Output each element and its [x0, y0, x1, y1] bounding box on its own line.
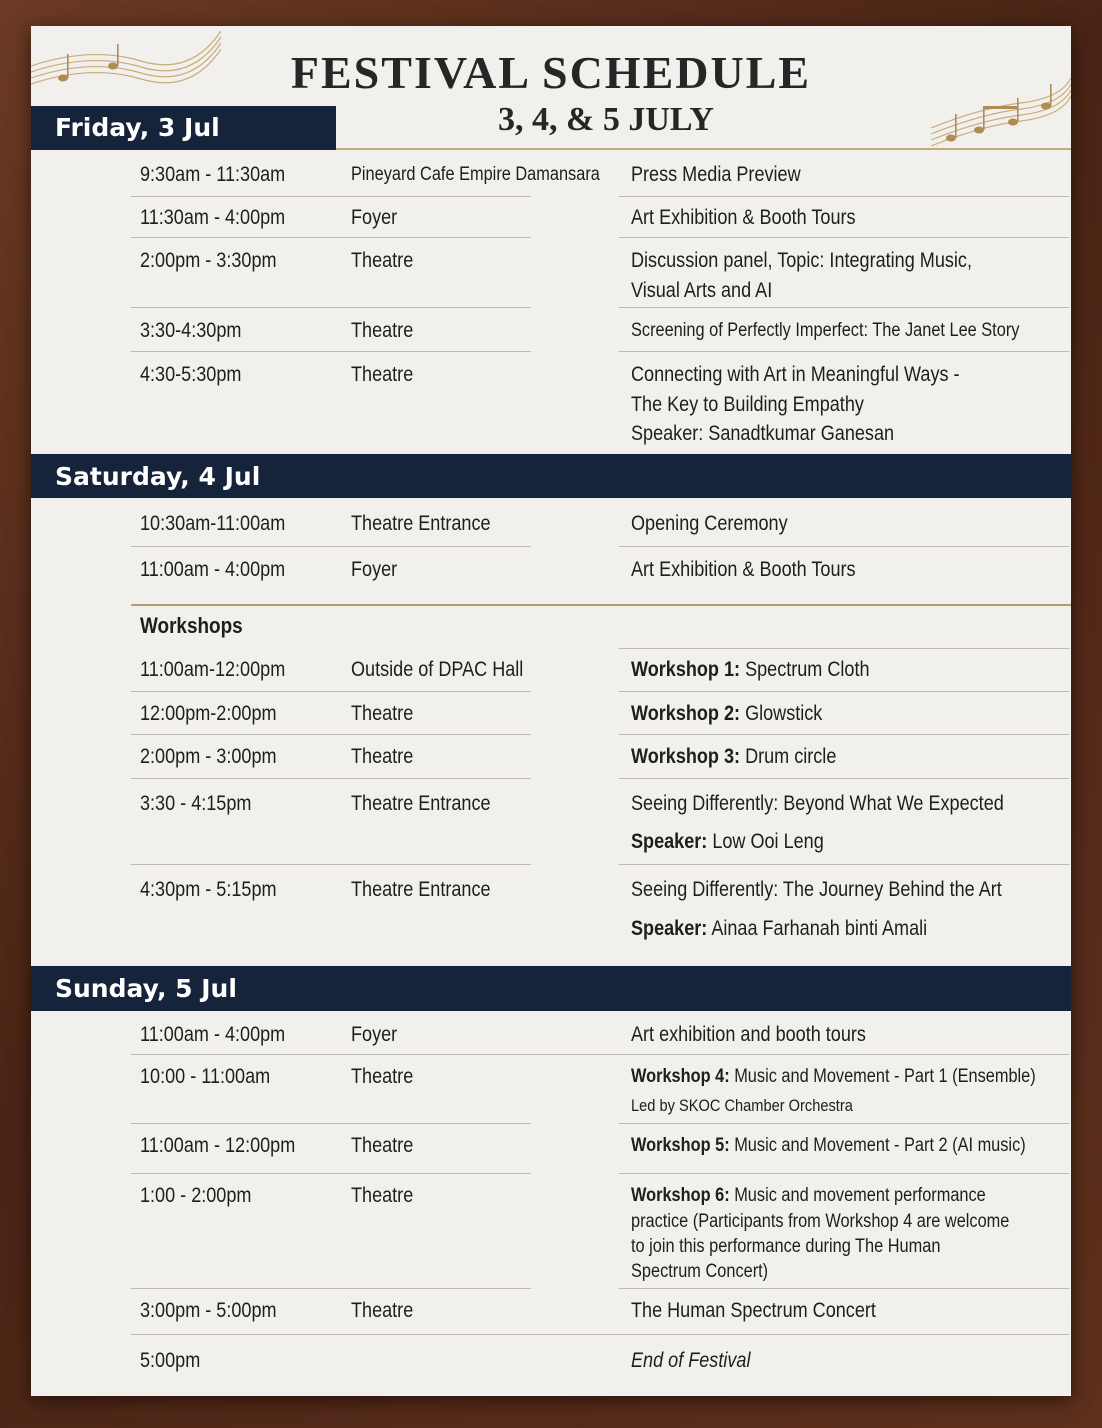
time-cell: 11:00am - 12:00pm — [140, 1134, 296, 1157]
divider — [131, 1054, 1069, 1055]
schedule-paper — [31, 26, 1071, 1396]
event-cell — [631, 1065, 1036, 1090]
time-cell: 4:30pm - 5:15pm — [140, 878, 277, 901]
divider — [619, 196, 1069, 197]
divider — [619, 1123, 1069, 1124]
time-cell: 3:30-4:30pm — [140, 319, 242, 342]
time-cell: 3:30 - 4:15pm — [140, 792, 252, 815]
divider — [131, 1173, 531, 1174]
workshop-title: Spectrum Cloth — [740, 658, 870, 681]
event-cell: Spectrum Concert) — [631, 1261, 769, 1282]
event-cell: The Human Spectrum Concert — [631, 1299, 876, 1322]
time-cell: 9:30am - 11:30am — [140, 163, 286, 186]
divider — [619, 691, 1069, 692]
day-label: Sunday, 5 Jul — [55, 974, 237, 1003]
event-cell: Opening Ceremony — [631, 512, 788, 535]
page-title: FESTIVAL SCHEDULE — [290, 47, 812, 98]
venue-cell: Theatre — [351, 249, 414, 272]
event-cell: Led by SKOC Chamber Orchestra — [631, 1096, 853, 1115]
day-label: Friday, 3 Jul — [55, 112, 220, 142]
day-band-saturday — [31, 454, 1071, 498]
divider — [131, 546, 531, 547]
divider — [131, 196, 531, 197]
venue-cell: Foyer — [351, 558, 398, 581]
event-cell — [631, 1184, 986, 1209]
venue-cell: Theatre — [351, 1134, 414, 1157]
venue-cell: Foyer — [351, 206, 398, 229]
event-cell: practice (Participants from Workshop 4 are welcome — [631, 1211, 1010, 1232]
divider — [619, 864, 1069, 865]
workshop-label: Workshop 5: — [631, 1135, 730, 1156]
divider — [131, 1334, 1069, 1335]
time-cell: 11:30am - 4:00pm — [140, 206, 286, 229]
venue-cell: Theatre Entrance — [351, 792, 491, 815]
event-cell: Connecting with Art in Meaningful Ways - — [631, 363, 960, 386]
time-cell: 2:00pm - 3:30pm — [140, 249, 277, 272]
divider — [619, 1288, 1069, 1289]
divider — [619, 307, 1069, 308]
divider — [619, 778, 1069, 779]
divider — [336, 148, 1071, 150]
divider — [131, 734, 531, 735]
workshop-label: Workshop 4: — [631, 1066, 730, 1087]
workshop-title: Music and Movement - Part 2 (AI music) — [729, 1135, 1026, 1156]
time-cell: 2:00pm - 3:00pm — [140, 745, 277, 768]
venue-cell: Theatre — [351, 745, 414, 768]
speaker-cell — [631, 915, 927, 942]
time-cell: 11:00am - 4:00pm — [140, 558, 286, 581]
workshop-title: Music and movement performance — [729, 1185, 986, 1206]
event-cell: The Key to Building Empathy — [631, 393, 864, 416]
time-cell: 10:00 - 11:00am — [140, 1065, 271, 1088]
divider — [131, 351, 531, 352]
venue-cell: Theatre — [351, 1299, 414, 1322]
venue-cell: Theatre Entrance — [351, 878, 491, 901]
time-cell: 3:00pm - 5:00pm — [140, 1299, 277, 1322]
venue-cell: Theatre — [351, 702, 414, 725]
time-cell: 11:00am - 4:00pm — [140, 1023, 286, 1046]
workshops-heading: Workshops — [140, 613, 243, 638]
speaker-name: Low Ooi Leng — [707, 830, 824, 853]
divider — [131, 778, 531, 779]
workshop-label: Workshop 2: — [631, 702, 741, 725]
workshop-title: Glowstick — [740, 702, 823, 725]
time-cell: 10:30am-11:00am — [140, 512, 286, 535]
event-cell — [631, 743, 836, 770]
venue-cell: Outside of DPAC Hall — [351, 658, 524, 681]
divider — [619, 351, 1069, 352]
time-cell: 4:30-5:30pm — [140, 363, 242, 386]
divider — [619, 1173, 1069, 1174]
divider — [619, 237, 1069, 238]
divider — [131, 307, 531, 308]
day-label: Saturday, 4 Jul — [55, 461, 261, 491]
venue-cell: Pineyard Cafe Empire Damansara — [351, 164, 600, 185]
divider — [131, 237, 531, 238]
venue-cell: Theatre Entrance — [351, 512, 491, 535]
event-cell: Seeing Differently: The Journey Behind the Art — [631, 878, 1002, 901]
event-cell: Speaker: Sanadtkumar Ganesan — [631, 422, 895, 445]
divider — [131, 1288, 531, 1289]
event-cell: Press Media Preview — [631, 163, 801, 186]
speaker-name: Ainaa Farhanah binti Amali — [707, 917, 928, 940]
divider — [131, 604, 1071, 606]
speaker-label: Speaker: — [631, 917, 708, 940]
day-band-sunday — [31, 966, 1071, 1011]
workshop-label: Workshop 6: — [631, 1185, 730, 1206]
divider — [131, 864, 531, 865]
divider — [131, 691, 531, 692]
venue-cell: Theatre — [351, 363, 414, 386]
day-band-friday — [31, 106, 336, 148]
workshop-title: Drum circle — [740, 745, 837, 768]
page-subtitle: 3, 4, & 5 JULY — [498, 101, 714, 138]
event-cell: Art Exhibition & Booth Tours — [631, 206, 856, 229]
divider — [31, 148, 336, 150]
speaker-label: Speaker: — [631, 830, 708, 853]
time-cell: 11:00am-12:00pm — [140, 658, 286, 681]
time-cell: 5:00pm — [140, 1349, 201, 1372]
event-cell: Screening of Perfectly Imperfect: The Janet Lee Story — [631, 320, 1020, 341]
workshop-label: Workshop 3: — [631, 745, 741, 768]
workshop-title: Music and Movement - Part 1 (Ensemble) — [729, 1066, 1036, 1087]
event-cell: Art exhibition and booth tours — [631, 1023, 866, 1046]
divider — [131, 1123, 531, 1124]
speaker-cell — [631, 828, 824, 855]
workshop-label: Workshop 1: — [631, 658, 741, 681]
time-cell: 12:00pm-2:00pm — [140, 702, 277, 725]
event-cell: to join this performance during The Human — [631, 1236, 941, 1257]
event-cell: Visual Arts and AI — [631, 279, 773, 302]
event-cell — [631, 1134, 1026, 1159]
event-cell — [631, 656, 870, 683]
venue-cell: Foyer — [351, 1023, 398, 1046]
venue-cell: Theatre — [351, 319, 414, 342]
venue-cell: Theatre — [351, 1184, 414, 1207]
event-cell — [631, 700, 822, 727]
event-cell: Discussion panel, Topic: Integrating Music, — [631, 249, 972, 272]
divider — [619, 734, 1069, 735]
venue-cell: Theatre — [351, 1065, 414, 1088]
event-cell: Art Exhibition & Booth Tours — [631, 558, 856, 581]
event-cell: Seeing Differently: Beyond What We Expected — [631, 792, 1004, 815]
divider — [619, 546, 1069, 547]
time-cell: 1:00 - 2:00pm — [140, 1184, 252, 1207]
event-cell: End of Festival — [631, 1349, 751, 1372]
divider — [619, 648, 1069, 649]
